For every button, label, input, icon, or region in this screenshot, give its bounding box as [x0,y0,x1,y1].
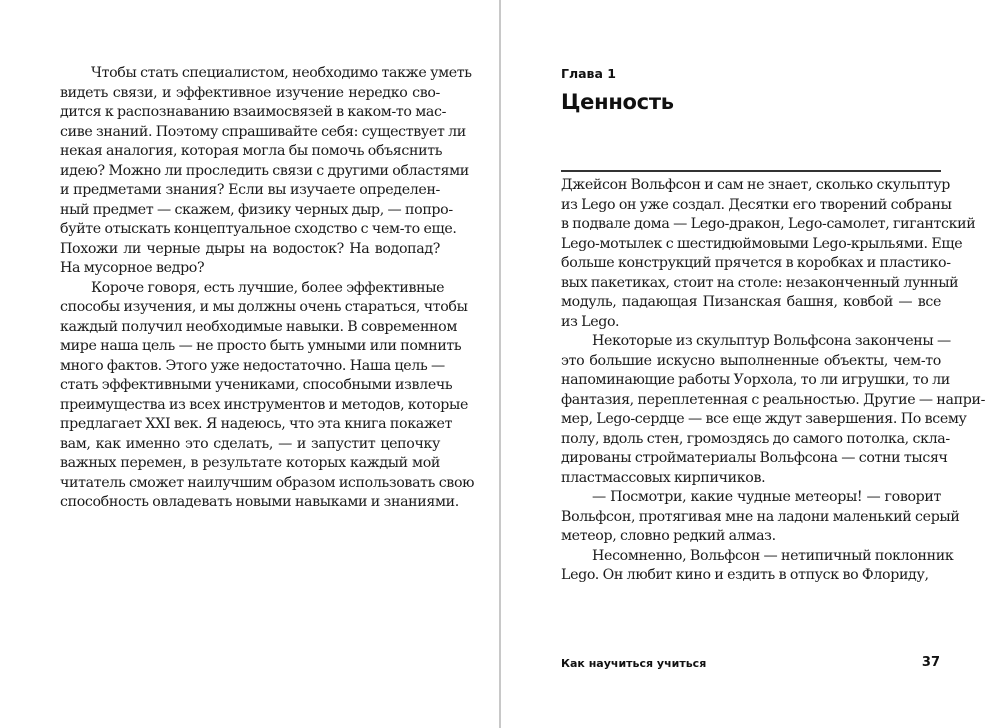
text-line: идею? Можно ли проследить связи с другими областями [60,162,469,179]
running-footer-book-title: Как научиться учиться [561,657,707,670]
text-line: читатель сможет наилучшим образом использовать свою [60,474,475,491]
text-line: Похожи ли черные дыры на водосток? На водопад? [60,240,440,257]
paragraph [561,332,986,488]
chapter-label: Глава 1 [561,66,616,81]
text-line: сиве знаний. Поэтому спрашивайте себя: существует ли [60,123,466,140]
text-line: способы изучения, и мы должны очень стараться, чтобы [60,299,468,315]
text-line: вам, как именно это сделать, — и запустит цепочку [60,435,440,452]
right-page [501,0,1000,728]
text-line: Lego-мотылек с шестидюймовыми Lego-крыльями. Еще [561,235,963,252]
text-line: вых пакетиках, стоит на столе: незаконченный лунный [561,274,959,291]
right-page-text [561,176,986,586]
text-line: Вольфсон, протягивая мне на ладони маленький серый [561,508,960,525]
text-line: метеор, словно редкий алмаз. [561,528,776,544]
text-line: мер, Lego-сердце — все еще ждут завершения. По всему [561,411,967,427]
text-line: мире наша цель — не просто быть умными или помнить [60,338,462,354]
paragraph [60,279,475,513]
text-line: пластмассовых кирпичиков. [561,469,766,486]
chapter-title: Ценность [561,90,674,114]
text-line: буйте отыскать концептуальное сходство с чем-то еще. [60,221,457,237]
text-line: из Lego он уже создал. Десятки его творений собраны [561,196,952,213]
text-line: дированы стройматериалы Вольфсона — сотни тысяч [561,450,948,466]
text-line: Чтобы стать специалистом, необходимо также уметь [91,65,472,81]
text-line: из Lego. [561,313,620,330]
text-line: каждый получил необходимые навыки. В современном [60,318,458,335]
page-number: 37 [921,655,940,670]
text-line: видеть связи, и эффективное изучение нередко сво- [60,84,440,101]
text-line: много фактов. Этого уже недостаточно. Наша цель — [60,357,445,374]
text-line: преимущества из всех инструментов и методов, которые [60,396,469,413]
text-line: стать эффективными учениками, способными извлечь [60,377,453,393]
text-line: и предметами знания? Если вы изучаете определен- [60,182,440,198]
chapter-divider-rule [561,170,941,172]
text-line: ный предмет — скажем, физику черных дыр, — попро- [60,201,453,218]
text-line: — Посмотри, какие чудные метеоры! — говорит [592,489,941,505]
paragraph [561,547,954,586]
text-line: Несомненно, Вольфсон — нетипичный поклонник [592,547,954,564]
text-line: предлагает XXI век. Я надеюсь, что эта книга покажет [60,416,453,432]
text-line: На мусорное ведро? [60,260,205,276]
text-line: Джейсон Вольфсон и сам не знает, сколько скульптур [561,177,950,193]
paragraph [60,64,472,279]
text-line: модуль, падающая Пизанская башня, ковбой — все [561,294,941,310]
text-line: некая аналогия, которая могла бы помочь объяснить [60,143,443,159]
text-line: важных перемен, в результате которых каждый мой [60,455,440,471]
text-line: способность овладевать новыми навыками и знаниями. [60,494,459,510]
text-line: полу, вдоль стен, громоздясь до самого потолка, скла- [561,430,950,447]
text-line: это большие искусно выполненные объекты, чем-то [561,352,941,369]
text-line: напоминающие работы Уорхола, то ли игрушки, то ли [561,372,950,388]
paragraph [561,488,960,547]
text-line: Lego. Он любит кино и ездить в отпуск во Флориду, [561,567,929,583]
text-line: в подвале дома — Lego-дракон, Lego-самолет, гигантский [561,216,976,232]
left-page [0,0,499,728]
text-line: фантазия, переплетенная с реальностью. Другие — напри- [561,391,986,408]
text-line: Некоторые из скульптур Вольфсона закончены — [592,333,951,349]
text-line: Короче говоря, есть лучшие, более эффективные [91,279,445,296]
text-line: дится к распознаванию взаимосвязей в каком-то мас- [60,104,447,120]
text-line: больше конструкций прячется в коробках и пластико- [561,255,951,271]
paragraph [561,176,976,332]
left-page-text [60,64,475,513]
